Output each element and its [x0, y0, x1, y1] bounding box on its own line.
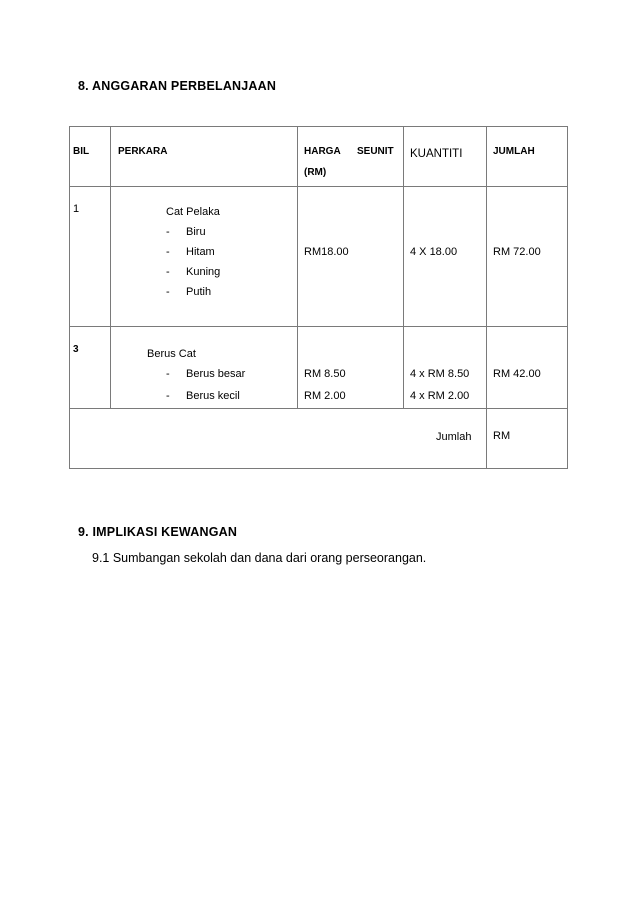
row2-harga-2: RM 2.00	[304, 390, 346, 402]
row2-kuantiti-1: 4 x RM 8.50	[410, 368, 470, 380]
row1-subitem-4: Putih	[186, 286, 212, 298]
row1-bullet-2: -	[166, 246, 170, 258]
header-bil: BIL	[73, 146, 90, 157]
row1-bullet-3: -	[166, 266, 170, 278]
header-rm: (RM)	[304, 167, 327, 178]
section-8-title: 8. ANGGARAN PERBELANJAAN	[78, 79, 277, 93]
table-border-right	[567, 126, 568, 469]
header-kuantiti: KUANTITI	[410, 148, 463, 160]
row1-item: Cat Pelaka	[166, 206, 220, 218]
row1-harga: RM18.00	[304, 246, 349, 258]
total-value: RM	[493, 430, 511, 442]
header-seunit: SEUNIT	[357, 146, 394, 157]
row1-jumlah: RM 72.00	[493, 246, 541, 258]
section-9-title: 9. IMPLIKASI KEWANGAN	[78, 525, 238, 539]
row1-bullet-4: -	[166, 286, 170, 298]
row1-bil: 1	[73, 203, 80, 215]
row2-kuantiti-2: 4 x RM 2.00	[410, 390, 470, 402]
row2-subitem-1: Berus besar	[186, 368, 246, 380]
table-col-divider-1	[110, 126, 111, 409]
section-9-item: 9.1 Sumbangan sekolah dan dana dari orang perseorangan.	[92, 551, 427, 565]
table-border-total	[69, 408, 568, 409]
row1-subitem-1: Biru	[186, 226, 206, 238]
total-label: Jumlah	[436, 431, 472, 443]
header-harga: HARGA	[304, 146, 341, 157]
row2-bullet-1: -	[166, 368, 170, 380]
header-jumlah: JUMLAH	[493, 146, 535, 157]
row2-bullet-2: -	[166, 390, 170, 402]
table-col-divider-3	[403, 126, 404, 409]
table-border-left	[69, 126, 70, 469]
row1-subitem-3: Kuning	[186, 266, 221, 278]
table-col-divider-4	[486, 126, 487, 469]
row2-bil: 3	[73, 344, 79, 355]
row2-item: Berus Cat	[147, 348, 196, 360]
row2-subitem-2: Berus kecil	[186, 390, 240, 402]
table-border-row2	[69, 326, 568, 327]
row2-harga-1: RM 8.50	[304, 368, 346, 380]
row1-subitem-2: Hitam	[186, 246, 215, 258]
row2-jumlah: RM 42.00	[493, 368, 541, 380]
row1-bullet-1: -	[166, 226, 170, 238]
table-border-row1	[69, 186, 568, 187]
row1-kuantiti: 4 X 18.00	[410, 246, 458, 258]
table-border-bottom	[69, 468, 568, 469]
table-col-divider-2	[297, 126, 298, 409]
table-border-top	[69, 126, 568, 127]
header-perkara: PERKARA	[118, 146, 168, 157]
